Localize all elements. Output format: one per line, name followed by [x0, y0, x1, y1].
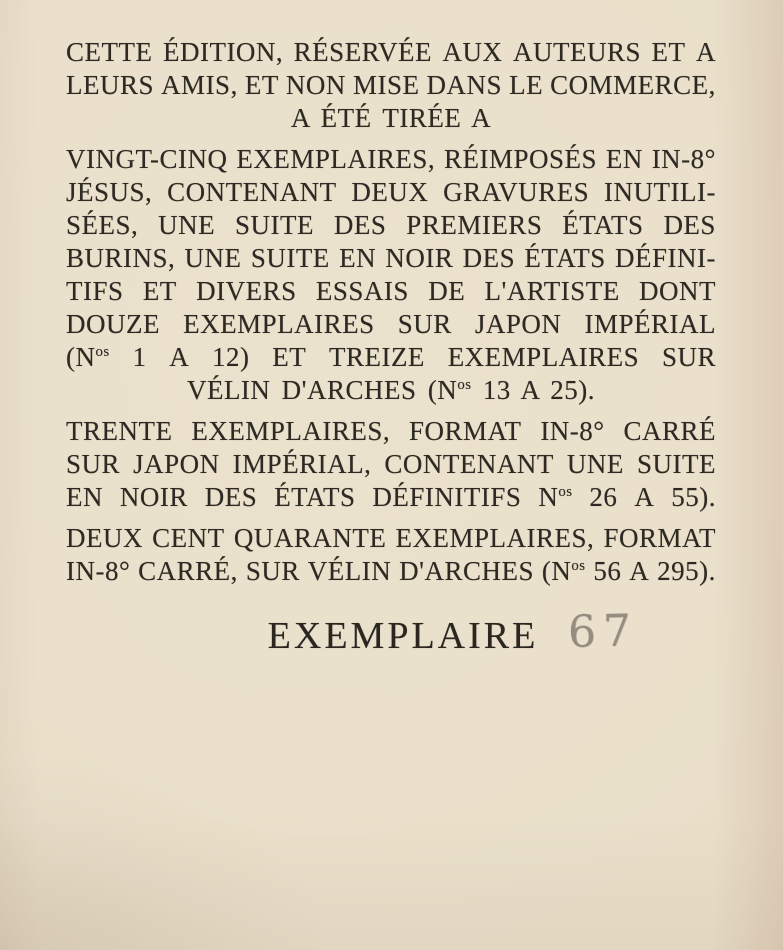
text-line: DEUX CENT QUARANTE EXEMPLAIRES, FORMAT [66, 523, 716, 553]
text-line: DOUZE EXEMPLAIRES SUR JAPON IMPÉRIAL [66, 309, 716, 339]
text-line: LEURS AMIS, ET NON MISE DANS LE COMMERCE, [66, 70, 716, 100]
text-line: TRENTE EXEMPLAIRES, FORMAT IN-8° CARRÉ [66, 416, 716, 446]
text-line: VINGT-CINQ EXEMPLAIRES, RÉIMPOSÉS EN IN-8° [66, 144, 716, 174]
text-line: EN NOIR DES ÉTATS DÉFINITIFS $N^{os}$ 26 A 55). [66, 482, 716, 512]
text-line: IN-8° CARRÉ, SUR VÉLIN D'ARCHES ($N^{os}$ 56 A 295). [66, 556, 716, 586]
text-line: SUR JAPON IMPÉRIAL, CONTENANT UNE SUITE [66, 449, 716, 479]
text-block [66, 36, 716, 596]
paragraph [66, 415, 716, 514]
text-line: ($N^{os}$ 1 A 12) ET TREIZE EXEMPLAIRES SUR [66, 342, 716, 372]
paragraph [66, 36, 716, 135]
paragraph [66, 522, 716, 588]
limitation-line [128, 605, 778, 659]
text-line: TIFS ET DIVERS ESSAIS DE L'ARTISTE DONT [66, 276, 716, 306]
text-line: A ÉTÉ TIRÉE A [290, 103, 492, 133]
exemplaire-label: EXEMPLAIRE [267, 615, 539, 657]
text-line: JÉSUS, CONTENANT DEUX GRAVURES INUTILI- [66, 177, 716, 207]
text-line: VÉLIN D'ARCHES ($N^{os}$ 13 A 25). [186, 375, 596, 405]
paragraph [66, 143, 716, 407]
text-line: CETTE ÉDITION, RÉSERVÉE AUX AUTEURS ET A [66, 37, 716, 67]
text-line: SÉES, UNE SUITE DES PREMIERS ÉTATS DES [66, 210, 716, 240]
text-line: BURINS, UNE SUITE EN NOIR DES ÉTATS DÉFINI- [66, 243, 716, 273]
copy-number-stamp: 67 [567, 605, 639, 658]
